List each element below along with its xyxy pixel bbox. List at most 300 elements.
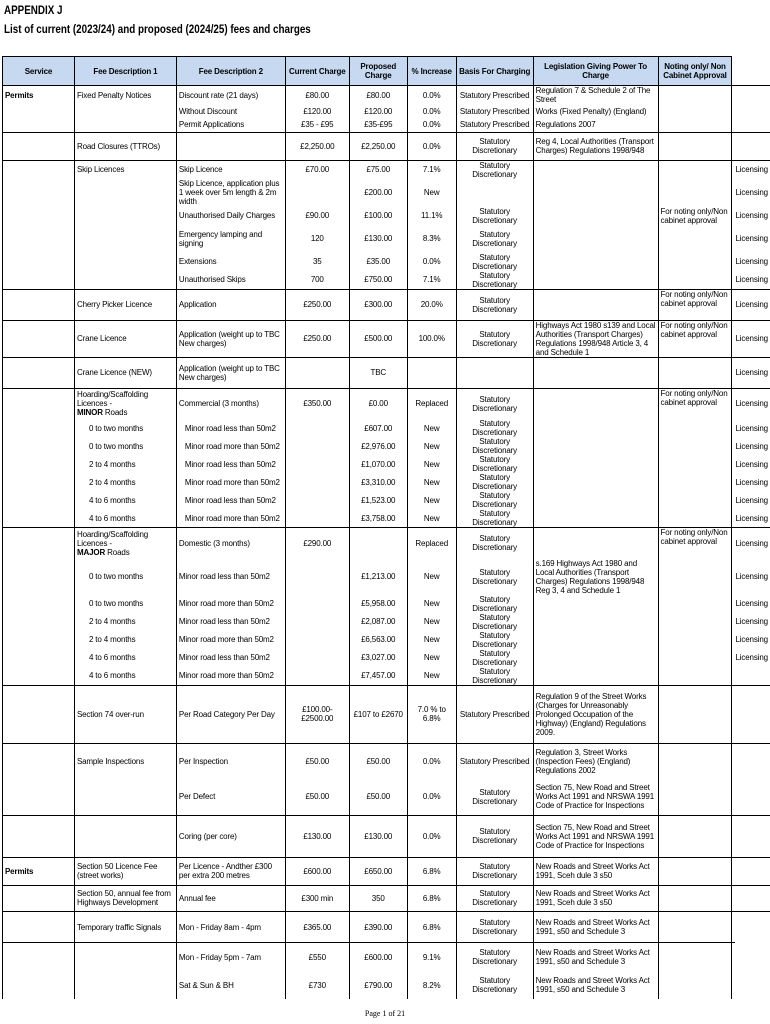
cell-d2: Unauthorised Skips <box>176 271 285 290</box>
table-row <box>3 943 770 971</box>
cell-prop: £1,523.00 <box>349 491 407 509</box>
table-row <box>3 971 770 999</box>
cell-d1: Cherry Picker Licence <box>74 289 176 320</box>
cell-prop: £5,958.00 <box>349 595 407 613</box>
table-row <box>3 320 770 357</box>
cell-d2: Mon - Friday 5pm - 7am <box>176 943 285 971</box>
cell-d2: Extensions <box>176 253 285 271</box>
cell-pct: 7.1% <box>407 160 456 179</box>
cell-basis <box>456 179 533 207</box>
cell-pct: New <box>407 437 456 455</box>
cell-prop: £3,758.00 <box>349 509 407 528</box>
cell-cur <box>285 419 349 437</box>
cell-pct: 0.0% <box>407 132 456 160</box>
cell-d2: Minor road more than 50m2 <box>176 509 285 528</box>
cell-pct: 9.1% <box>407 943 456 971</box>
cell-service <box>3 943 75 971</box>
cell-leg <box>533 613 658 631</box>
table-row <box>3 437 770 455</box>
cell-licensing <box>732 104 770 118</box>
cell-leg: New Roads and Street Works Act 1991, s50 and Schedule 3 <box>533 943 658 971</box>
cell-licensing <box>732 779 770 815</box>
cell-prop: £35.00 <box>349 253 407 271</box>
table-row <box>3 559 770 595</box>
fee-desc-suffix: Roads <box>102 408 128 418</box>
cell-licensing <box>732 911 770 943</box>
cell-note <box>658 667 732 686</box>
cell-service <box>3 132 75 160</box>
cell-pct: 0.0% <box>407 779 456 815</box>
cell-d1: 0 to two months <box>74 595 176 613</box>
cell-note <box>658 971 732 999</box>
cell-leg <box>533 179 658 207</box>
cell-basis: Statutory Discretionary <box>456 815 533 857</box>
cell-pct: New <box>407 667 456 686</box>
cell-service <box>3 320 75 357</box>
cell-note <box>658 491 732 509</box>
cell-note <box>658 419 732 437</box>
cell-service <box>3 357 75 388</box>
cell-d2: Per Licence - Andther £300 per extra 200 metres <box>176 857 285 885</box>
table-row <box>3 357 770 388</box>
table-row <box>3 667 770 686</box>
cell-d1: 0 to two months <box>74 437 176 455</box>
cell-note <box>658 118 732 132</box>
cell-prop: £0.00 <box>349 388 407 419</box>
cell-basis: Statutory Discretionary <box>456 559 533 595</box>
cell-pct: New <box>407 595 456 613</box>
cell-leg <box>533 509 658 528</box>
cell-d1 <box>74 253 176 271</box>
cell-d2: Minor road more than 50m2 <box>176 437 285 455</box>
cell-cur: £100.00-£2500.00 <box>285 685 349 743</box>
cell-leg: Works (Fixed Penalty) (England) <box>533 104 658 118</box>
cell-d2: Without Discount <box>176 104 285 118</box>
cell-licensing: Licensing <box>732 289 770 320</box>
cell-pct <box>407 357 456 388</box>
cell-d2 <box>176 132 285 160</box>
cell-d1 <box>74 118 176 132</box>
cell-cur: £730 <box>285 971 349 999</box>
cell-basis: Statutory Discretionary <box>456 971 533 999</box>
table-row <box>3 473 770 491</box>
cell-licensing: Licensing <box>735 617 768 626</box>
table-body <box>3 86 770 1000</box>
cell-d2: Discount rate (21 days) <box>176 86 285 105</box>
cell-d2: Commercial (3 months) <box>176 388 285 419</box>
cell-prop: £7,457.00 <box>349 667 407 686</box>
cell-d1: 2 to 4 months <box>74 455 176 473</box>
cell-cur <box>285 437 349 455</box>
cell-basis: Statutory Discretionary <box>456 132 533 160</box>
table-row <box>3 649 770 667</box>
appendix-label: APPENDIX J <box>4 3 63 17</box>
cell-pct: New <box>407 559 456 595</box>
cell-cur: £350.00 <box>285 388 349 419</box>
cell-leg: Highways Act 1980 s139 and Local Authorities (Transport Charges) Regulations 1998/948 Article 3, 4 and Schedule 1 <box>533 320 658 357</box>
table-row <box>3 179 770 207</box>
cell-note <box>658 743 732 779</box>
cell-note <box>658 911 732 943</box>
cell-service <box>3 118 75 132</box>
cell-licensing: Licensing <box>735 495 768 505</box>
cell-basis: Statutory Discretionary <box>456 320 533 357</box>
cell-pct: 0.0% <box>407 86 456 105</box>
cell-basis: Statutory Discretionary <box>456 779 533 815</box>
cell-d2: Minor road more than 50m2 <box>176 631 285 649</box>
cell-d1: Section 74 over-run <box>74 685 176 743</box>
cell-cur: £50.00 <box>285 779 349 815</box>
cell-licensing: Licensing <box>735 459 768 469</box>
cell-note <box>658 943 732 971</box>
cell-d2: Minor road less than 50m2 <box>176 559 285 595</box>
cell-note <box>658 357 732 388</box>
cell-licensing: Licensing <box>735 211 768 220</box>
cell-licensing: Licensing <box>735 477 768 487</box>
cell-note <box>658 104 732 118</box>
cell-prop: £1,213.00 <box>349 559 407 595</box>
cell-note <box>658 86 732 105</box>
cell-cur <box>285 649 349 667</box>
cell-cur <box>285 455 349 473</box>
cell-basis: Statutory Discretionary <box>456 437 533 455</box>
cell-d1: Sample Inspections <box>74 743 176 779</box>
cell-cur: £250.00 <box>285 320 349 357</box>
table-row <box>3 815 770 857</box>
cell-basis: Statutory Discretionary <box>456 271 533 290</box>
cell-prop: £650.00 <box>349 857 407 885</box>
cell-basis: Statutory Discretionary <box>456 491 533 509</box>
cell-licensing: Licensing <box>735 599 768 608</box>
cell-licensing <box>732 667 770 686</box>
cell-leg <box>533 631 658 649</box>
table-row <box>3 271 770 290</box>
cell-pct: 11.1% <box>407 207 456 225</box>
cell-cur <box>285 613 349 631</box>
table-row <box>3 595 770 613</box>
cell-cur <box>285 559 349 595</box>
cell-licensing: Licensing <box>735 257 768 266</box>
cell-leg <box>533 225 658 253</box>
cell-service <box>3 455 75 473</box>
cell-prop: £750.00 <box>349 271 407 290</box>
cell-basis: Statutory Discretionary <box>456 649 533 667</box>
table-row <box>3 911 770 943</box>
cell-note <box>658 559 732 595</box>
cell-basis: Statutory Discretionary <box>456 528 533 559</box>
cell-service <box>3 649 75 667</box>
cell-licensing: Licensing <box>735 441 768 451</box>
cell-licensing: Licensing <box>735 188 768 197</box>
page-footer: Page 1 of 21 <box>364 1009 406 1018</box>
cell-service <box>3 160 75 179</box>
cell-leg <box>533 455 658 473</box>
table-row <box>3 225 770 253</box>
cell-pct: 6.8% <box>407 857 456 885</box>
col-header: Fee Description 2 <box>176 57 285 86</box>
cell-prop: £1,070.00 <box>349 455 407 473</box>
cell-licensing <box>732 971 770 999</box>
cell-pct: 0.0% <box>407 104 456 118</box>
cell-cur: £50.00 <box>285 743 349 779</box>
col-header: Noting only/ Non Cabinet Approval <box>658 57 732 86</box>
cell-service <box>3 613 75 631</box>
table-row <box>3 509 770 528</box>
cell-leg: Regulation 3, Street Works (Inspection Fees) (England) Regulations 2002 <box>533 743 658 779</box>
cell-licensing: Licensing <box>735 635 768 644</box>
cell-service <box>3 971 75 999</box>
cell-cur: £600.00 <box>285 857 349 885</box>
cell-leg <box>533 160 658 179</box>
table-row <box>3 631 770 649</box>
cell-d2: Permit Applications <box>176 118 285 132</box>
cell-pct: Replaced <box>407 388 456 419</box>
cell-d1: 4 to 6 months <box>74 509 176 528</box>
cell-d1: Crane Licence (NEW) <box>74 357 176 388</box>
cell-note <box>658 509 732 528</box>
cell-prop: £50.00 <box>349 779 407 815</box>
cell-prop: £600.00 <box>349 943 407 971</box>
cell-licensing: Licensing <box>735 275 768 284</box>
cell-cur: £35 - £95 <box>285 118 349 132</box>
cell-prop: £200.00 <box>349 179 407 207</box>
cell-service <box>3 491 75 509</box>
cell-d1: 2 to 4 months <box>74 613 176 631</box>
cell-prop: £3,310.00 <box>349 473 407 491</box>
cell-d2: Per Defect <box>176 779 285 815</box>
cell-cur: £80.00 <box>285 86 349 105</box>
col-header: Current Charge <box>285 57 349 86</box>
cell-note <box>658 649 732 667</box>
cell-licensing <box>732 943 770 971</box>
cell-basis: Statutory Discretionary <box>456 631 533 649</box>
cell-d2: Minor road less than 50m2 <box>176 649 285 667</box>
cell-leg: New Roads and Street Works Act 1991, s50 and Schedule 3 <box>533 911 658 943</box>
cell-cur: £290.00 <box>285 528 349 559</box>
cell-d2: Minor road less than 50m2 <box>176 419 285 437</box>
cell-note <box>658 631 732 649</box>
cell-leg: Section 75, New Road and Street Works Act 1991 and NRSWA 1991 Code of Practice for Inspections <box>533 815 658 857</box>
road-type: MINOR <box>76 408 103 418</box>
cell-d1: 2 to 4 months <box>74 473 176 491</box>
cell-leg: Regulation 7 & Schedule 2 of The Street <box>533 86 658 105</box>
cell-pct: New <box>407 179 456 207</box>
cell-leg: Regulation 9 of the Street Works (Charges for Unreasonably Prolonged Occupation of the Highway) (England) Regulations 2009. <box>533 685 658 743</box>
cell-leg: New Roads and Street Works Act 1991, Sceh dule 3 s50 <box>533 857 658 885</box>
cell-service <box>3 631 75 649</box>
cell-leg: s.169 Highways Act 1980 and Local Authorities (Transport Charges) Regulations 1998/948 Reg 3, 4 and Schedule 1 <box>533 559 658 595</box>
cell-d2: Skip Licence <box>176 160 285 179</box>
cell-licensing: Licensing <box>735 572 768 581</box>
cell-service <box>3 104 75 118</box>
cell-d1: 4 to 6 months <box>74 491 176 509</box>
cell-pct: New <box>407 455 456 473</box>
cell-prop: £120.00 <box>349 104 407 118</box>
cell-basis: Statutory Discretionary <box>456 455 533 473</box>
cell-leg <box>533 649 658 667</box>
cell-cur <box>285 491 349 509</box>
cell-service <box>3 779 75 815</box>
cell-leg: Regulations 2007 <box>533 118 658 132</box>
col-header: Proposed Charge <box>349 57 407 86</box>
cell-note <box>658 271 732 290</box>
cell-licensing: Licensing <box>735 653 768 662</box>
cell-prop: £300.00 <box>349 289 407 320</box>
cell-prop: £500.00 <box>349 320 407 357</box>
cell-leg <box>533 357 658 388</box>
cell-note <box>658 179 732 207</box>
cell-basis: Statutory Discretionary <box>456 595 533 613</box>
table-row <box>3 857 770 885</box>
cell-cur <box>285 631 349 649</box>
cell-licensing: Licensing <box>732 357 770 388</box>
cell-d2: Coring (per core) <box>176 815 285 857</box>
cell-service <box>3 595 75 613</box>
cell-service <box>3 419 75 437</box>
cell-d2: Unauthorised Daily Charges <box>176 207 285 225</box>
cell-leg <box>533 388 658 419</box>
table-row <box>3 104 770 118</box>
cell-prop <box>349 528 407 559</box>
cell-note <box>658 160 732 179</box>
cell-pct: 7.1% <box>407 271 456 290</box>
cell-pct: New <box>407 473 456 491</box>
col-header: Basis For Charging <box>456 57 533 86</box>
cell-prop: £790.00 <box>349 971 407 999</box>
cell-d1: 0 to two months <box>74 419 176 437</box>
cell-d1: Fixed Penalty Notices <box>74 86 176 105</box>
cell-d2: Minor road more than 50m2 <box>176 473 285 491</box>
table-row <box>3 743 770 779</box>
cell-leg <box>533 473 658 491</box>
cell-basis: Statutory Discretionary <box>456 911 533 943</box>
cell-basis <box>456 357 533 388</box>
fee-desc-text: Hoarding/Scaffolding Licences - <box>76 390 149 409</box>
cell-cur: 35 <box>285 253 349 271</box>
cell-note: For noting only/Non cabinet approval <box>658 207 732 225</box>
cell-pct: New <box>407 491 456 509</box>
cell-leg <box>533 667 658 686</box>
cell-basis: Statutory Prescribed <box>456 118 533 132</box>
table-row <box>3 613 770 631</box>
cell-service <box>3 289 75 320</box>
cell-cur: £120.00 <box>285 104 349 118</box>
cell-leg <box>533 595 658 613</box>
cell-d2: Minor road more than 50m2 <box>176 667 285 686</box>
table-row <box>3 491 770 509</box>
cell-cur: £550 <box>285 943 349 971</box>
cell-service <box>3 225 75 253</box>
cell-leg: New Roads and Street Works Act 1991, Sceh dule 3 s50 <box>533 885 658 911</box>
fee-desc-text: Hoarding/Scaffolding Licences - <box>76 529 149 548</box>
cell-licensing <box>732 885 770 911</box>
cell-pct: 6.8% <box>407 885 456 911</box>
cell-pct: 20.0% <box>407 289 456 320</box>
cell-pct: New <box>407 509 456 528</box>
cell-d1 <box>74 225 176 253</box>
cell-prop: £390.00 <box>349 911 407 943</box>
col-header: Service <box>3 57 75 86</box>
cell-d1 <box>74 815 176 857</box>
cell-basis: Statutory Discretionary <box>456 613 533 631</box>
cell-d2: Minor road less than 50m2 <box>176 455 285 473</box>
cell-d2: Annual fee <box>176 885 285 911</box>
cell-pct: 6.8% <box>407 911 456 943</box>
table-header-row <box>3 57 770 86</box>
cell-d1: Crane Licence <box>74 320 176 357</box>
cell-leg: New Roads and Street Works Act 1991, s50 and Schedule 3 <box>533 971 658 999</box>
cell-service <box>3 911 75 943</box>
cell-d2: Skip Licence, application plus 1 week over 5m length & 2m width <box>176 179 285 207</box>
cell-prop: £2,250.00 <box>349 132 407 160</box>
cell-service <box>3 473 75 491</box>
cell-basis: Statutory Prescribed <box>456 685 533 743</box>
cell-d1: 4 to 6 months <box>74 649 176 667</box>
cell-pct: 8.2% <box>407 971 456 999</box>
cell-note <box>658 473 732 491</box>
blank-header <box>732 57 770 86</box>
cell-licensing <box>732 118 770 132</box>
cell-licensing <box>732 132 770 160</box>
cell-d1 <box>74 971 176 999</box>
cell-d1 <box>74 388 176 419</box>
cell-basis: Statutory Discretionary <box>456 388 533 419</box>
cell-leg <box>533 207 658 225</box>
cell-pct: New <box>407 419 456 437</box>
cell-pct: 7.0 % to 6.8% <box>407 685 456 743</box>
cell-basis: Statutory Discretionary <box>456 509 533 528</box>
cell-note <box>658 815 732 857</box>
cell-service <box>3 437 75 455</box>
cell-cur: £70.00 <box>285 160 349 179</box>
cell-leg <box>533 491 658 509</box>
cell-prop: TBC <box>349 357 407 388</box>
cell-licensing: Licensing <box>735 423 768 433</box>
cell-licensing: Licensing <box>732 388 770 419</box>
cell-note <box>658 437 732 455</box>
cell-licensing: Licensing <box>732 320 770 357</box>
cell-service <box>3 253 75 271</box>
cell-pct: 0.0% <box>407 815 456 857</box>
cell-prop: £2,087.00 <box>349 613 407 631</box>
cell-pct: New <box>407 649 456 667</box>
cell-licensing <box>732 86 770 105</box>
table-row <box>3 86 770 105</box>
cell-service <box>3 685 75 743</box>
cell-cur: £300 min <box>285 885 349 911</box>
cell-pct: New <box>407 631 456 649</box>
cell-service <box>3 885 75 911</box>
cell-leg: Section 75, New Road and Street Works Act 1991 and NRSWA 1991 Code of Practice for Inspections <box>533 779 658 815</box>
cell-pct: 8.3% <box>407 225 456 253</box>
cell-basis: Statutory Discretionary <box>456 667 533 686</box>
table-row <box>3 207 770 225</box>
cell-d2: Minor road less than 50m2 <box>176 491 285 509</box>
cell-licensing: Licensing <box>735 513 768 523</box>
cell-d1 <box>74 104 176 118</box>
cell-note: For noting only/Non cabinet approval <box>658 528 732 559</box>
cell-prop: £130.00 <box>349 225 407 253</box>
cell-service: Permits <box>3 857 75 885</box>
fees-table <box>2 56 770 999</box>
cell-note <box>658 132 732 160</box>
page-title: List of current (2023/24) and proposed (2024/25) fees and charges <box>4 22 311 36</box>
cell-prop: £75.00 <box>349 160 407 179</box>
cell-service <box>3 207 75 225</box>
cell-prop: £3,027.00 <box>349 649 407 667</box>
cell-basis: Statutory Prescribed <box>456 743 533 779</box>
cell-note: For noting only/Non cabinet approval <box>658 320 732 357</box>
